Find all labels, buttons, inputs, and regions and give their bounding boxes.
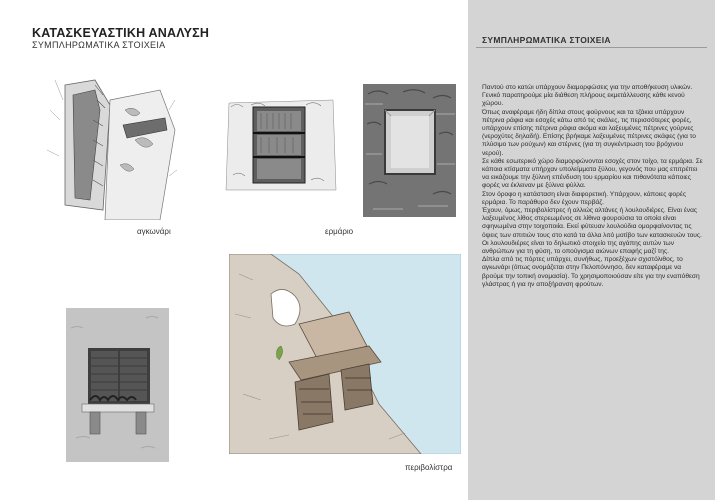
sidebar-divider [476, 47, 707, 48]
info-sidebar [468, 0, 715, 500]
page-title: ΚΑΤΑΣΚΕΥΑΣΤΙΚΗ ΑΝΑΛΥΣΗ [32, 26, 210, 40]
perivolistra-photo [66, 308, 169, 462]
perivolistra-photo-image [66, 308, 169, 462]
paragraph: Όπως αναφέραμε ήδη δίπλα στους φούρνους και τα τζάκια υπάρχουν πέτρινα ράφια και εσοχές κάτω από τις σκάλες, τις περισσότερες φορές, υπάρχουν επίσης πέτρινα ράφια ακόμα και λαξευμένες πέτρινες γούρνες (νεροχύτες δηλαδή). Επίσης βρήκαμε λαξευμένες πέτρινες σκάφες (για το πλύσιμο των ρούχων) και στέρνες (για τη συγκέντρωση του βρόχινου νερού). [482, 108, 696, 157]
angonari-sketch [35, 70, 185, 220]
perivolistra-drawing [229, 254, 461, 454]
paragraph: Έχουν, όμως, περιβολίστρες ή αλλιώς αλτάνες ή λουλουδιέρες. Είναι ένας λαξευμένος λίθος στερεωμένος σε λίθινα φουρούσια τα οποία είναι σφηνωμένα στην τοιχοποιία. Εκεί φύτευαν λουλούδια ομορφαίνοντας τις όψεις των σπιτιών τους στο κατά τα άλλα λιτό μοτίβο των κατασκευών τους. Οι λουλουδιέρες είναι το δηλωτικό στοιχείο της αγάπης αυτών των ανθρώπων για τη φύση, το οπούγισμα αιώνων επαφής μαζί της. [482, 207, 702, 256]
angonari-caption: αγκωνάρι [137, 227, 171, 236]
ermario-photo [363, 84, 456, 217]
sidebar-heading: ΣΥΜΠΛΗΡΩΜΑΤΙΚΑ ΣΤΟΙΧΕΙΑ [482, 35, 611, 45]
paragraph: Παντού στο κατώι υπάρχουν διαμορφώσεις για την αποθήκευση υλικών. Γενικό παρατηρούμε μία διάθεση πλήρους εκμετάλλευσης κάθε κενού χώρου. [482, 84, 693, 108]
perivolistra-caption: περιβολίστρα [405, 463, 453, 472]
ermario-drawing [221, 95, 341, 195]
ermario-photo-image [363, 84, 456, 217]
paragraph: Στον όροφο η κατάσταση είναι διαφορετική. Υπάρχουν, κάποιες φορές ερμάρια. Το παράθυρο δεν έχουν περβάζ. [482, 190, 687, 206]
angonari-drawing [35, 70, 185, 220]
sidebar-text [482, 84, 704, 289]
perivolistra-sketch [229, 254, 461, 454]
paragraph: Δίπλα από τις πόρτες υπάρχει, συνήθως, προεξέχων σχιστόλιθος, το αγκωνάρι (όπως ονομάζεται στην Πελοπόννησο, δεν καταφέραμε να βρούμε την τοπική ονομασία). Το χρησιμοποιούσαν είτε για την εναπόθεση γλάστρας ή για ην αποξήρανση φρούτων. [482, 256, 700, 288]
ermario-sketch [221, 95, 341, 195]
page-subtitle: ΣΥΜΠΛΗΡΩΜΑΤΙΚΑ ΣΤΟΙΧΕΙΑ [32, 40, 166, 50]
ermario-caption: ερμάριο [325, 227, 354, 236]
paragraph: Σε κάθε εσωτερικό χώρο διαμορφώνονται εσοχές στον τοίχο, τα ερμάρια. Σε κάποια κτίσματα υπήρχαν υπολείμματα ξύλου, γεγονός που μας επιτρέπει να εικάζουμε την ξύλινη επένδυση του ερμαρίου και πιθανότατα κάποιες φορές να έκλειναν με ξύλινα φύλλα. [482, 157, 703, 190]
